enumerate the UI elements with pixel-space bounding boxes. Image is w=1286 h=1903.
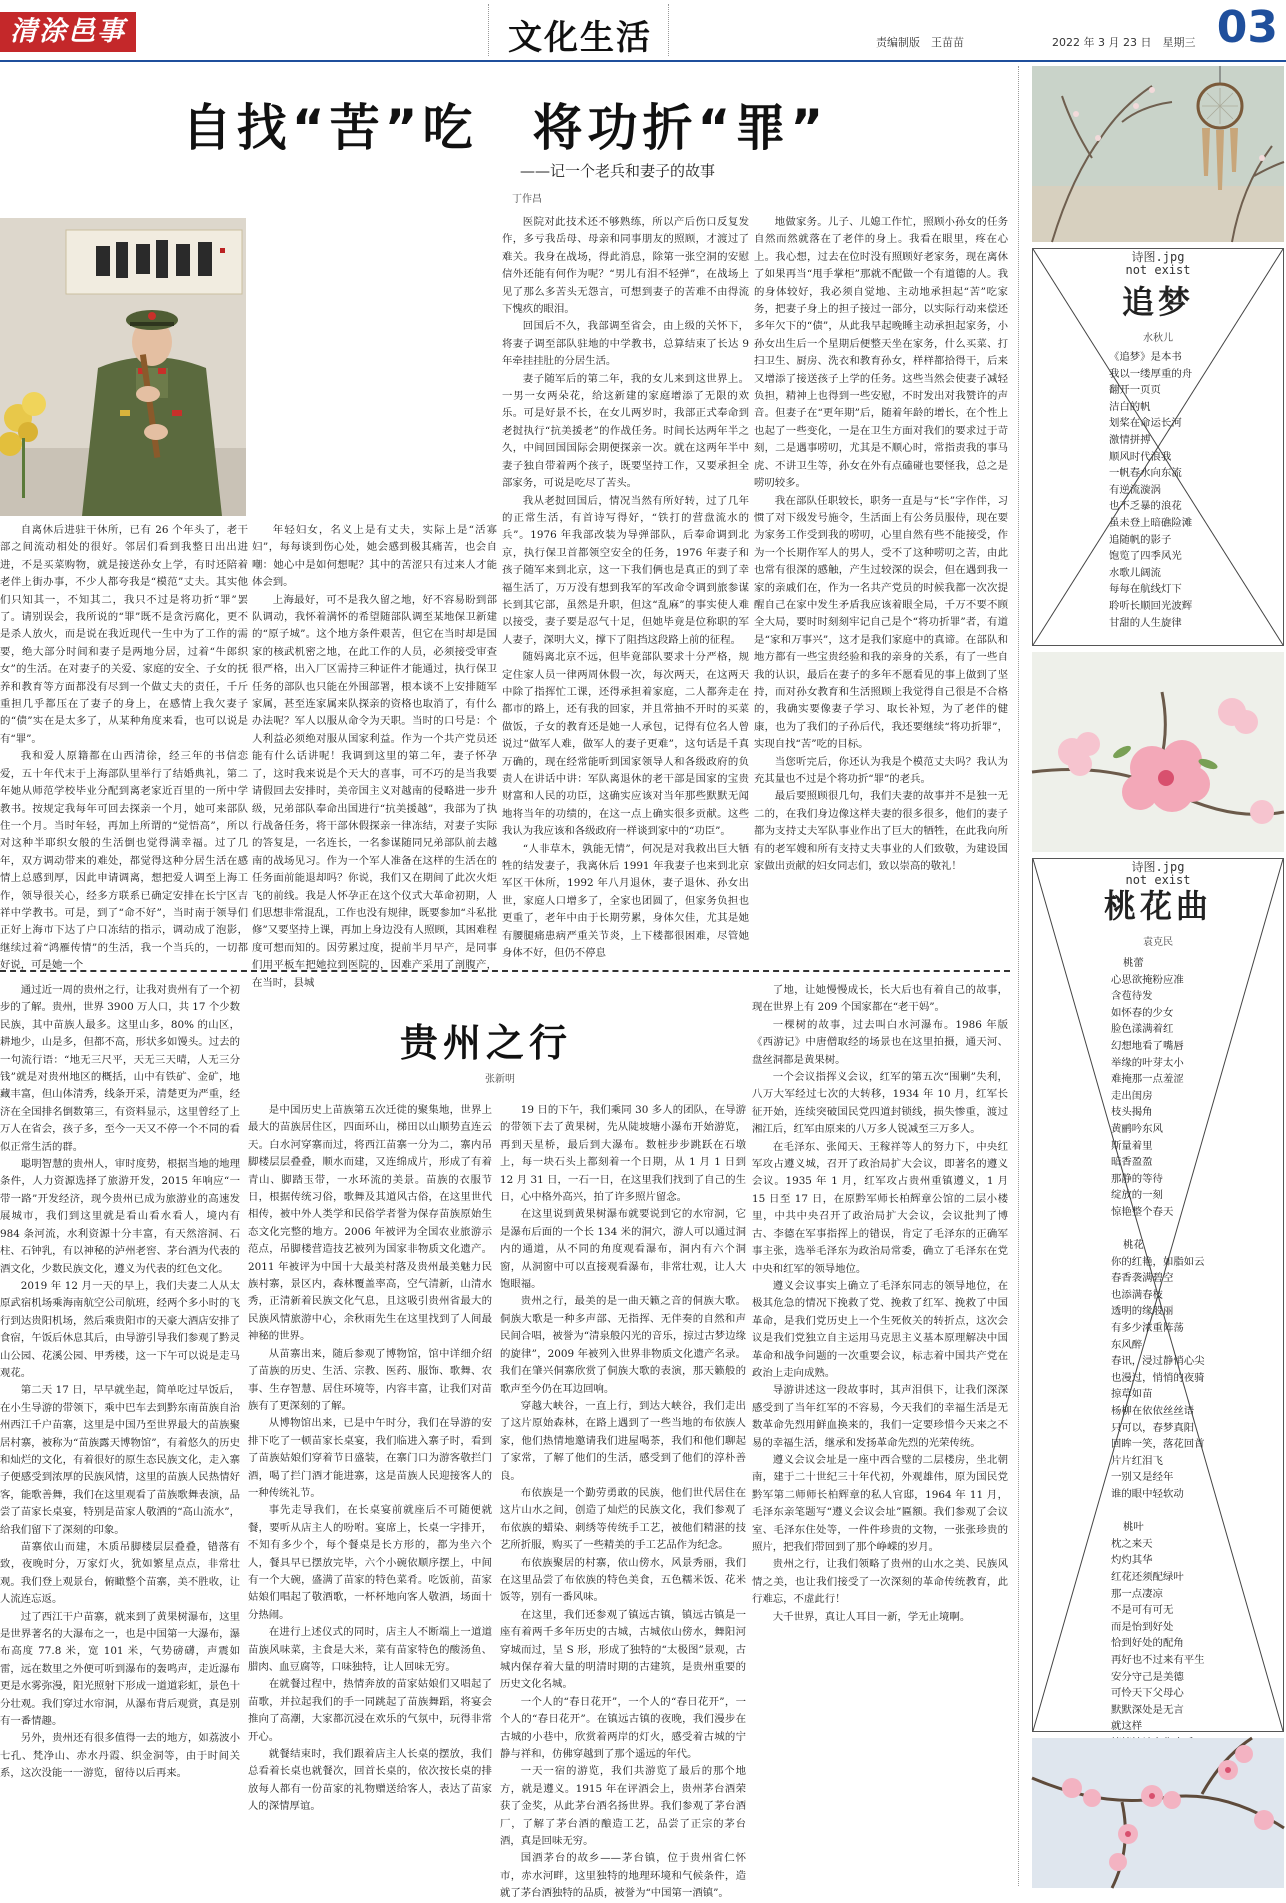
poem-line: 那静的等待 (1111, 1172, 1163, 1185)
poem-line: 每每在航线灯下 (1109, 583, 1182, 596)
paragraph: 另外，贵州还有很多值得一去的地方，如荔波小七孔、梵净山、赤水丹霞、织金洞等，由于时间关系，这次没能一一游览，留待以后再来。 (0, 1732, 240, 1780)
poem-line: 一帆春水向东流 (1109, 467, 1182, 480)
poem-line: 透明的缘般丽 (1111, 1305, 1174, 1318)
article2-column-4 (752, 982, 1008, 1888)
poem-line: 幻想地看了嘴唇 (1111, 1039, 1184, 1052)
newspaper-logo: 清涂邑事 (0, 12, 136, 52)
page-number: 03 (1216, 2, 1278, 53)
paragraph: 我在部队任职较长，职务一直是与“长”字作伴，习惯了对下级发号施令，生活面上有公务员服侍，现在要为家务工作受到我的唠叨，心里自然有些不能接受，作为一个长期作军人的男人，受不了这种唠叨之苦，由此也常有很深的感触，产生过较深的误会，但在遇到我一家的亲戚们在，作为一名共产党员的时候我都一次次提醒自己在家中发生矛盾我应该着眼全局，千万不要不顾全大局，要时时刻刻牢记自己是个“将功折罪”者，有道是“家和万事兴”，这才是我们家庭中的真谛。在部队和地方都有一些宝贵经验和我的亲身的关系，有了一些自我的认识，最后在妻子的多年不愿看见的事上做到了坚持，而对孙女教育和生活照顾上我觉得自己很是不合格的，我确实要像妻子学习、取长补短，为了老伴的健康，也为了我们的子孙后代，我还要继续“将功折罪”，实现自找“苦”吃的目标。 (754, 494, 1008, 751)
paragraph: 布依族聚居的村寨，依山傍水，风景秀丽，我们在这里品尝了布依族的特色美食，五色糯米饭、花米饭等，别有一番风味。 (500, 1556, 746, 1604)
poem-title: 追梦 (1121, 283, 1194, 321)
paragraph: 贵州之行，让我们领略了贵州的山水之美、民族风情之美，也让我们接受了一次深刻的革命传统教育，此行难忘，不虚此行！ (752, 1558, 1008, 1606)
paragraph: 最后要照顾很几句，我们夫妻的故事并不是独一无二的，在我们身边像这样夫妻的很多很多，他们的妻子都为支持丈夫军队事业作出了巨大的牺牲，在此我向所有的老军嫂和所有支持丈夫事业的人们致敬，为建设国家做出贡献的妇女同志们，致以崇高的敬礼！ (754, 790, 1008, 873)
poem-line: 饱览了四季风光 (1109, 550, 1182, 563)
paragraph: 贵州之行，最美的是一曲天籁之音的侗族大歌。侗族大歌是一种多声部、无指挥、无伴奏的自然和声民间合唱，被誉为“清泉般闪光的音乐，掠过古梦边缘的旋律”，2009 年被列入世界非物质文化遗产名录。我们在肇兴侗寨欣赏了侗族大歌的表演，那天籁般的歌声至今仍在耳边回响。 (500, 1295, 746, 1395)
poem-line: 掠草如苗 (1111, 1388, 1153, 1401)
poem-line: 暗香盈盈 (1111, 1156, 1153, 1169)
dreamcatcher-photo (1032, 66, 1284, 242)
article2-byline: 张新明 (485, 1074, 515, 1085)
image-filename: 诗图.jpg (1131, 250, 1185, 264)
paragraph: 我和爱人原籍都在山西清徐，经三年的书信恋爱，五十年代末于上海部队里举行了结婚典礼，第二年她从师范学校毕业分配到离老家近百里的一所中学教书。按规定我每年可回去探亲一个月，她可来部队住一个月。当时年轻，再加上所谓的“觉悟高”，所以对这种半耶织女般的生活倒也觉得满幸福。过了几年，双方调动带来的难处，都觉得这种分居生活在感情上总感到厚，因此申请调离，想把爱人调至上海工作，领导很关心，经多方联系已确定安排在长宁区吉祥中学教书。可是，到了“命不好”，当时南于领导们正好上海市下达了户口冻结的指示，调动成了泡影，继续过着“鸿雁传情”的生活，我一个当兵的，一切都好说，可是她一个 (0, 750, 248, 972)
poem-line: 你的红艳，如脂如云 (1111, 1255, 1205, 1268)
paragraph: 我从老挝回国后，情况当然有所好转，过了几年的正常生活，有首诗写得好，“铁打的营盘流水的兵”。1976 年我部改装为导弹部队，后奉命调到北京，执行保卫首都领空安全的任务，1976 年妻子和孩子随军来到北京，这一下我们俩也是真正的到了幸福生活了，万万没有想到我军的军改命令调到旅参谋长到其它部，虽然是升职，但这“乱麻”的事实使人难以接受，妻子要是忍气十足，但她毕竟是位称职的军人妻子，深明大义，撑下了阻挡这段路上前的征程。 (502, 494, 749, 646)
poem-line: 脸色漾满着红 (1111, 1023, 1174, 1036)
poem-line: 一别又是经年 (1111, 1471, 1174, 1484)
poem-line: 红花还须配绿叶 (1111, 1570, 1184, 1583)
paragraph: 随妈离北京不远，但毕竟部队要求十分严格，规定住家人员一律两周休假一次，每次两天，在这两天中除了指挥忙工课，还得承担着家庭，二人都奔走在都市的路上，还有我的回家，并且常抽不开时的买菜做饭，子女的教育还是她一人承包，记得有位名人曾说过“做军人难，做军人的妻子更难”，这句话是千真万确的，现在经常能听到国家领导人和各级政府的负责人在讲话中讲：军队离退休的老干部是国家的宝贵财富和人民的功臣，这确实应该对当年那些默默无闻地将当年的功绩的，在这一点上确实很多贡献。这些我认为我应该和各级政府一样谈到家中的“功臣”。 (502, 651, 749, 838)
poem-author: 水秋儿 (1143, 333, 1173, 344)
paragraph: 过了西江干户苗寨，就来到了黄果树瀑布，这里是世界著名的大瀑布之一，也是中国第一大瀑布，瀑布高度 77.8 米，宽 101 米，气势磅礴，声震如雷，远在数里之外便可听到瀑布的轰鸣声，走近瀑布更是水雾弥漫，阳光照射下形成一道道彩虹，景色十分壮观。我们穿过水帘洞，从瀑布背后观赏，真是别有一番情趣。 (0, 1610, 240, 1728)
paragraph: 大千世界，真让人耳目一新，学无止境啊。 (772, 1610, 971, 1623)
poem-line: 枕之来天 (1111, 1537, 1153, 1550)
poem-line: 而是怡到好处 (1111, 1620, 1174, 1633)
paragraph: 在这里，我们还参观了镇远古镇，镇远古镇是一座有着两千多年历史的古城，古城依山傍水，舞阳河穿城而过，呈 S 形，形成了独特的“太极图”景观，古城内保存着大量的明清时期的古建筑，是贵州重要的历史文化名城。 (500, 1608, 746, 1691)
poem-line: 不是可有可无 (1111, 1604, 1174, 1617)
paragraph: 了地，让她慢慢成长，长大后也有着自己的故事，现在世界上有 209 个国家都在“老干妈”。 (752, 984, 1008, 1014)
paragraph: 就餐结束时，我们跟着店主人长桌的摆放，我们总看着长桌也就餐次，回首长桌的，依次按长桌的排放每人都有一份苗家的礼物赠送给客人，表达了苗家人的深情厚谊。 (248, 1748, 492, 1813)
paragraph: 从博物馆出来，已是中午时分，我们在导游的安排下吃了一顿苗家长桌宴，我们临进入寨子时，看到了苗族姑娘们穿着节日盛装，在寨门口为游客敬拦门酒，喝了拦门酒才能进寨，这是苗族人民迎接客人的一种传统礼节。 (248, 1417, 492, 1499)
paragraph: 上海最好，可不是我久留之地，好不容易盼到部队调动，我怀着满怀的希望随部队调至某地保卫新建的“原子城”。这个地方条件艰苦，但它在当时却是国家的核武机密之地，在此工作的人员，必须接受审查很严格，出入厂区需持三种证件才能通过，执行保卫任务的部队也只能在外围部署，根本谈不上安排随军家属，甚至连家属来队探亲的资格也取消了，有什么办法呢？军人以服从命令为天职。当时的口号是：个人利益必须绝对服从国家利益。作为一个共产党员还能有什么话讲呢！我调到这里的第二年，妻子怀孕了，这时我来说是个天大的喜事，可不巧的是当我要请假回去安排时，美帝国主义对越南的侵略进一步升级，兄弟部队奉命出国进行“抗美援越”，我部为了执行战备任务，将干部休假探亲一律冻结，对妻子实际的答复是，一名连长，一名参谋随同兄弟部队前去越南的战场见习。作为一个军人准备在这样的生活在的任务面前能退却吗？你说，我们又在期间了此次火炬飞的前线。我是人怀孕正在这个仪式大革命初期，人们思想非常混乱，工作也没有规律，既要参加“斗私批修”又要坚持上课，再加上身边没有人照顾，其困难程度可想而知的。因劳累过度，提前半月早产，是同事们用平板车把她拉到医院的，因难产采用了剖腹产，在当时，县城 (252, 593, 497, 989)
poem-line: 东风醉 (1111, 1338, 1143, 1351)
poem-line: 也不乏暴的浪花 (1109, 500, 1182, 513)
paragraph: 第二天 17 日，早早就坐起，简单吃过早饭后，在小生导游的带领下，乘中巴车去到黔东南苗族自治州西江千户苗寨，这里是中国乃至世界最大的苗族聚居村寨，被称为“苗族露天博物馆”，有着悠久的历史和灿烂的文化，有着很好的原生态民族文化，走入寨子便感受到浓厚的民族风情，这里的苗族人民热情好客，能歌善舞，我们在这里观看了苗族歌舞表演，品尝了苗家长桌宴，特别是苗家人敬酒的“高山流水”，给我们留下了深刻的印象。 (0, 1384, 240, 1536)
paragraph: 在就餐过程中，热情奔放的苗家姑娘们又唱起了苗歌，并拉起我们的手一同跳起了苗族舞蹈，将宴会推向了高潮，大家都沉浸在欢乐的气氛中，玩得非常开心。 (248, 1678, 492, 1743)
paragraph: 穿越大峡谷，一直上行，到达大峡谷，我们走出了这片原始森林，在路上遇到了一些当地的布依族人家，他们热情地邀请我们进屋喝茶，我们和他们聊起了家常，了解了他们的生活，感受到了他们的淳朴善良。 (500, 1399, 746, 1482)
paragraph: 妻子随军后的第二年，我的女儿来到这世界上。一男一女两朵花，给这新建的家庭增添了无限的欢乐。可是好景不长，在女儿两岁时，我部正式奉命到老挝执行“抗美援老”的作战任务。时间长达两年半之久，中间回国国际会期便探亲一次。就在这两年半中妻子独自带着两个孩子，既要坚持工作，又要承担全部家务，可说是吃尽了苦头。 (502, 372, 749, 490)
stanza-gap (1093, 1503, 1205, 1520)
poem-line: 虽未登上暗礁险滩 (1109, 516, 1193, 529)
poem-line: 追随帆的影子 (1109, 533, 1172, 546)
paragraph: 在这里说到黄果树瀑布就要说到它的水帘洞，它是瀑布后面的一个长 134 米的洞穴，游人可以通过洞内的通道，从不同的角度观看瀑布，洞内有六个洞窗，从洞窗中可以直接观看瀑布，非常壮观，让人大饱眼福。 (500, 1208, 746, 1291)
poem-line: 安分守己是美德 (1111, 1670, 1184, 1683)
paragraph: “人非草木，孰能无情”，何况是对我救出巨大牺牲的结发妻子，我离休后 1991 年我妻子也来到北京军区干休所，1992 年八月退休，妻子退休、孙女出世，家庭人口增多了，全家也团圆了，但家务负担也更重了，老年中由于长期劳累，身体欠佳，尤其是她有腰腿痛患病严重关节炎，上下楼都很困难，尽管她身体不好，但仍不停息 (502, 842, 749, 960)
poem-line: 可怜天下父母心 (1111, 1687, 1184, 1700)
poem-line: 杨柳在依依丝丝语 (1111, 1405, 1195, 1418)
image-missing-note: not exist (1125, 263, 1191, 277)
masthead (0, 0, 1286, 62)
poem-line: 再好也不过来有平生 (1111, 1653, 1205, 1666)
paragraph: 导游讲述这一段故事时，其声泪俱下，让我们深深感受到了当年红军的不容易，今天我们的幸福生活是无数革命先烈用鲜血换来的，我们一定要珍惜今天来之不易的幸福生活，继承和发扬革命先烈的光荣传统。 (752, 1384, 1008, 1449)
paragraph: 通过近一周的贵州之行，让我对贵州有了一个初步的了解。贵州，世界 3900 万人口，共 17 个少数民族，其中苗族人最多。这里山多，80% 的山区，耕地少，山是多，但都不高，形状多如馒头。过去的一句流行语：“地无三尺平，天无三天晴，人无三分钱”就是对贵州地区的概括，山中有铁矿、金矿，地藏丰富，但山体清秀，线条开采，清楚更为严重，经济在全国排名倒数第三，有资料显示，这里曾经了上万人在省会，孩子多，至今一天又不停一个不同的看似正常生活的群。 (0, 984, 240, 1153)
paragraph: 一天一宿的游览，我们共游览了最后的那个地方，就是遵义。1915 年在评酒会上，贵州茅台酒荣获了金奖，从此茅台酒名扬世界。我们参观了茅台酒厂，了解了茅台酒的酿造工艺，品尝了正宗的茅台酒，真是回味无穷。 (500, 1765, 746, 1848)
poem-line: 我以一缕厚重的舟 (1109, 367, 1193, 380)
feature-column-3 (502, 214, 749, 960)
paragraph: 地做家务。儿子、儿媳工作忙，照顾小孙女的任务自然而然就落在了老伴的身上。我看在眼里，疼在心上。我心想，过去在位时没有照顾好老家务，现在离休了如果再当“甩手掌柜”那就不配做一个有道德的人。我的身体较好，我必须自觉地、主动地承担起“苦”吃家务，把妻子身上的担子接过一部分，以实际行动来偿还多年欠下的“债”，从此我早起晚睡主动承担起家务，小孙女出生后一个星期后便整天坐在家务，什么买菜、打扫卫生、厨房、洗衣和教育孙女，样样都拾得干，后来又增添了接送孩子上学的任务。这些当然会使妻子减轻负担，精神上也得到一些安慰，不时发出对我赞许的声音。但妻子在“更年期”后，随着年龄的增长，在个性上也起了一些变化，一是在卫生方面对我们的要求过于苛刻，二是遇事唠叨，尤其是不顺心时，常指责我的事马虎、不讲卫生等，孙女在外有点磕碰也要怪我，总之是唠叨较多。 (754, 216, 1008, 490)
image-filename: 诗图.jpg (1131, 860, 1185, 874)
poem-line: 难掩那一点羞涩 (1111, 1073, 1184, 1086)
poem-line: 水歌儿阔流 (1109, 566, 1161, 579)
poem-line: 只可以，春梦真阳 (1111, 1421, 1195, 1434)
poem-line: 有多少浓重阵荡 (1111, 1322, 1184, 1335)
paragraph: 遵义会议会址是一座中西合璧的二层楼房，坐北朝南，建于二十世纪三十年代初，外观雄伟，原为国民党黔军第二师师长柏辉章的私人官邸，1964 年 11 月，毛泽东亲笔题写“遵义会议会址”匾额。我们参观了会议室、毛泽东住处等，一件件珍贵的文物，一张张珍贵的照片，把我们带回到了那个峥嵘的岁月。 (752, 1453, 1008, 1553)
poem-line: 聆听长顺回光波辉 (1109, 599, 1193, 612)
feature-column-4 (754, 214, 1008, 956)
paragraph: 一个人的“春日花开”，一个人的“春日花开”，一个人的“春日花开”。在镇远古镇的夜晚，我们漫步在古城的小巷中，欣赏着两岸的灯火，感受着古城的宁静与祥和，仿佛穿越到了那个遥远的年代。 (500, 1695, 746, 1761)
paragraph: 19 日的下午，我们乘同 30 多人的团队，在导游的带领下去了黄果树，先从陡坡塘小瀑布开始游览，再到天星桥，最后到大瀑布。数桩步步跳跃在石墩上，每一块石头上都刻着一个日期，从 1 月 1 日到 12 月 31 日，一石一日，在这里我们找到了自己的生日，心中格外高兴，拍了许多照片留念。 (500, 1104, 746, 1204)
paragraph: 聪明智慧的贵州人，审时度势，根据当地的地理条件，人力资源选择了旅游开发，2015 年响应“一带一路”开发经济，现今贵州已成为旅游业的高速发展城市，我们到这里就是看山看水看人，境内有 984 条河流，水利资源十分丰富，有天然溶洞、石柱、石钟乳，有以神秘的泸州老窖、茅台酒为代表的酒文化，少数民族文化，遵义为代表的红色文化。 (0, 1158, 240, 1275)
poem-line: 甘甜的人生旋律 (1109, 616, 1182, 629)
poem-line: 也漫过，悄悄的夜骑 (1111, 1371, 1205, 1384)
poem-line: 就这样 (1111, 1720, 1143, 1733)
paragraph: 当您听完后，你还认为我是个模范丈夫吗？我认为充其量也不过是个将功折“罪”的老兵。 (754, 755, 1008, 785)
poem-zhuimeng-box (1032, 248, 1284, 646)
poem-line: 有逆流漩涡 (1109, 483, 1161, 496)
poem-line: 谁的眼中轻软动 (1111, 1488, 1184, 1500)
article2-headline: 贵州之行 (400, 1021, 573, 1065)
poem-line: 含苞待发 (1111, 990, 1153, 1003)
article2-column-1 (0, 982, 240, 1888)
paragraph: 回国后不久，我部调至省会，由上级的关怀下，将妻子调至部队驻地的中学教书，总算结束了长达 9 年牵挂挂肚的分居生活。 (502, 320, 749, 368)
poem-line: 翻开一页页 (1109, 384, 1161, 397)
article2-column-2 (248, 1102, 492, 1888)
paragraph: 自离休后进驻干休所，已有 26 个年头了，老干部之间流动相处的很好。邻居们看到我整日出出进进，不是买菜购物，就是接送孙女上学，有时还陪着老伴上街办事，不少人都夸我是“模范”丈夫。其实他们只知其一，不知其二，我只不过是将功折“罪”罢了。请别误会，我所说的“罪”既不是贪污腐化，更不是杀人放火，而是说在我近现代一生中为了工作的需要，绝大部分时间和妻子是两地分居，过着“牛郎织女”的生活。在对妻子的关爱、家庭的安全、子女的抚养和教育等方面都没有尽到一个做丈夫的责任，千斤重担几乎都压在了妻子的身上，在感情上我欠妻子的“债”实在是太多了，从某种角度来看，也可以说是有“罪”。 (0, 524, 248, 745)
paragraph: 从苗寨出来，随后参观了博物馆，馆中详细介绍了苗族的历史、生活、宗教、医药、服饰、歌舞、农事、生存智慧、居住环境等，内容丰富，让我们对苗族有了更深刻的了解。 (248, 1347, 492, 1412)
veteran-playing-flute-photo (0, 218, 246, 516)
paragraph: 年轻妇女，名义上是有丈夫，实际上是“活寡妇”，每每谈到伤心处，她会感到极其痛苦，也会自嘲：她心中是如何想呢？其中的苦涩只有过来人才能体会到。 (252, 524, 497, 589)
feature-column-2 (252, 522, 497, 989)
feature-headline: 自找“苦”吃 将功折“罪” (181, 99, 829, 157)
poem-title: 桃花曲 (1103, 887, 1212, 925)
poem-line: 斯量着里 (1111, 1139, 1153, 1152)
feature-subtitle: ——记一个老兵和妻子的故事 (520, 162, 716, 180)
poem-lines (1093, 955, 1205, 1834)
paragraph: 苗寨依山而建，木质吊脚楼层层叠叠，错落有致，夜晚时分，万家灯火，犹如繁星点点，非常壮观。我们登上观景台，俯瞰整个苗寨，美不胜收，让人流连忘返。 (0, 1541, 240, 1606)
poem-line: 绽放的一刻 (1111, 1189, 1163, 1202)
header-divider (668, 4, 669, 56)
paragraph: 国酒茅台的故乡——茅台镇，位于贵州省仁怀市，赤水河畔，这里独特的地理环境和气候条件，造就了茅台酒独特的品质，被誉为“中国第一酒镇”。 (500, 1852, 746, 1900)
poem-line: 片片红泪飞 (1111, 1454, 1163, 1467)
feature-byline: 丁作昌 (512, 194, 542, 205)
poem-line: 枝头揭角 (1111, 1106, 1153, 1119)
stanza-gap (1093, 1221, 1205, 1238)
poem-line: 春香袭满碧空 (1111, 1272, 1174, 1285)
poem-line: 洁白的帆 (1109, 400, 1151, 413)
poem-line: 《追梦》是本书 (1109, 351, 1182, 363)
paragraph: 2019 年 12 月一天的早上，我们夫妻二人从太原武宿机场乘海南航空公司航班，经两个多小时的飞行到达贵阳机场，然后乘贵阳市的天豪大酒店安排了食宿，午饭后休息其后，由导游引导我们参观了黔灵山公园、花溪公园、甲秀楼，这一下午可以说是走马观花。 (0, 1279, 240, 1379)
paragraph: 一个会议指挥义会议，红军的第五次“围剿”失利，八万大军经过七次的大转移，1934 年 10 月，红军长征开始，连续突破国民党四道封锁线，损失惨重，渡过湘江后，红军由原来的八万多人锐减至三万多人。 (752, 1071, 1008, 1136)
issue-date: 2022 年 3 月 23 日 星期三 (1052, 36, 1196, 49)
poem-line: 灼灼其华 (1111, 1554, 1153, 1567)
paragraph: 在进行上述仪式的同时，店主人不断端上一道道苗族风味菜，主食是大米，菜有苗家特色的酸汤鱼、腊肉、血豆腐等，口味独特，让人回味无穷。 (248, 1626, 492, 1673)
header-divider (488, 4, 489, 56)
feature-column-1 (0, 522, 248, 972)
poem-line: 举缘的叶芽太小 (1111, 1056, 1184, 1069)
poem-author: 袁克民 (1143, 937, 1173, 948)
poem-line: 恰到好处的配角 (1111, 1637, 1184, 1650)
poem-line: 激情拼搏 (1109, 433, 1151, 446)
poem-line: 惊艳整个春天 (1111, 1205, 1174, 1218)
peach-blossom-photo (1032, 652, 1284, 852)
poem-line: 春讯，浸过静悄心尖 (1111, 1355, 1205, 1368)
poem-line: 默默深处是无言 (1111, 1703, 1184, 1716)
poem-section-heading: 桃叶 (1123, 1521, 1144, 1534)
poem-line: 顺风时代浪我 (1109, 450, 1172, 463)
paragraph: 在毛泽东、张闻天、王稼祥等人的努力下，中央红军攻占遵义城，召开了政治局扩大会议，即著名的遵义会议。1935 年 1 月，红军攻占贵州重镇遵义，1 月 15 日至 17 日，在原黔军师长柏辉章公馆的二层小楼里，中共中央召开了政治局扩大会议，会议批判了博古、李德在军事指挥上的错误，肯定了毛泽东的正确军事主张，选举毛泽东为政治局常委，确立了毛泽东在党中央和红军的领导地位。 (752, 1140, 1008, 1275)
paragraph: 是中国历史上苗族第五次迁徙的聚集地，世界上最大的苗族居住区，四面环山，梯田以山顺势直连云天。白水河穿寨而过，将西江苗寨一分为二，寨内吊脚楼层层叠叠，顺水而建，又连绵成片，形成了有着青山、脚踏玉带，一水环流的美景。苗族的衣服节日，根据传统习俗，歌舞及其道风古俗，在这里世代相传，被中外人类学和民俗学者誉为保存苗族原始生态文化完整的地方。2006 年被评为全国农业旅游示范点，吊脚楼营造技艺被列为国家非物质文化遗产。2011 年被评为中国十大最美村落及贵州最美魅力民族村寨，景区内，森林覆盖率高，空气清新，山清水秀，正清新着民族文化气息，且这吸引贵州省最大的民族风情旅游中心，余秋雨先生在这里找到了人间最神秘的世界。 (248, 1104, 492, 1343)
blossom-branch-photo (1032, 1738, 1284, 1888)
poem-line: 回眸一笑，落花回首 (1111, 1438, 1205, 1451)
poem-line: 如怀春的少女 (1111, 1006, 1174, 1019)
article-separator (0, 970, 1010, 972)
paragraph: 布依族是一个勤劳勇敢的民族，他们世代居住在这片山水之间，创造了灿烂的民族文化，我们参观了布依族的蜡染、刺绣等传统手工艺，被他们精湛的技艺所折服，购买了一些精美的手工艺品作为纪念。 (500, 1486, 746, 1552)
poem-lines (1091, 349, 1192, 631)
poetry-sidebar (1028, 66, 1286, 1890)
paragraph: 遵义会议事实上确立了毛泽东同志的领导地位，在极其危急的情况下挽救了党、挽救了红军、挽救了中国革命，是我们党历史上一个生死攸关的转折点，这次会议是我们党独立自主运用马克思主义基本原理解决中国革命和战争问题的一次重要会议，标志着中国共产党在政治上走向成熟。 (752, 1279, 1008, 1379)
paragraph: 医院对此技术还不够熟练，所以产后伤口反复发作，多亏我岳母、母亲和同事朋友的照顾，才渡过了难关。我身在战场，得此消息，除第一张空洞的安慰信外还能有何作为呢？“男儿有泪不轻弹”，在战场上见了那么多苦头无怨言，可想到妻子的苦难不由得流下愧疚的眼泪。 (502, 216, 749, 316)
poem-section-heading: 桃蕾 (1123, 957, 1144, 969)
poem-line: 黄鹂吟东风 (1111, 1122, 1163, 1135)
paragraph: 一棵树的故事，过去叫白水河瀑布。1986 年版《西游记》中唐僧取经的场景也在这里拍摄，通天河、盘丝洞都是黄果树。 (752, 1018, 1008, 1066)
editor-credit: 责编制版 王苗苗 (876, 36, 964, 49)
poem-line: 那一点凄凉 (1111, 1587, 1163, 1600)
poem-section-heading: 桃花 (1123, 1239, 1144, 1252)
paragraph: 事先走导我们，在长桌宴前就座后不可随便就餐，要听从店主人的吩咐。宴席上，长桌一字排开，不知有多少个，每个餐桌是长方形的，都为坐六个人，餐具早已摆放完毕，六个小碗依顺序摆上，中间有一个大碗，盛满了苗家的特色菜肴。吃饭前，苗家姑娘们唱起了敬酒歌，一杯杯地向客人敬酒，场面十分热闹。 (248, 1504, 492, 1621)
poem-line: 走出闺房 (1111, 1089, 1153, 1102)
article2-column-3 (500, 1102, 746, 1900)
poem-line: 划桨在命运长河 (1109, 417, 1182, 430)
section-title: 文化生活 (508, 18, 652, 58)
poem-line: 也添满春枝 (1111, 1288, 1163, 1301)
poem-line: 心思欲掩粉应准 (1111, 973, 1184, 986)
poem-taohuaqu-box (1032, 858, 1284, 1732)
column-divider (1018, 66, 1019, 1886)
image-missing-note: not exist (1125, 873, 1191, 887)
